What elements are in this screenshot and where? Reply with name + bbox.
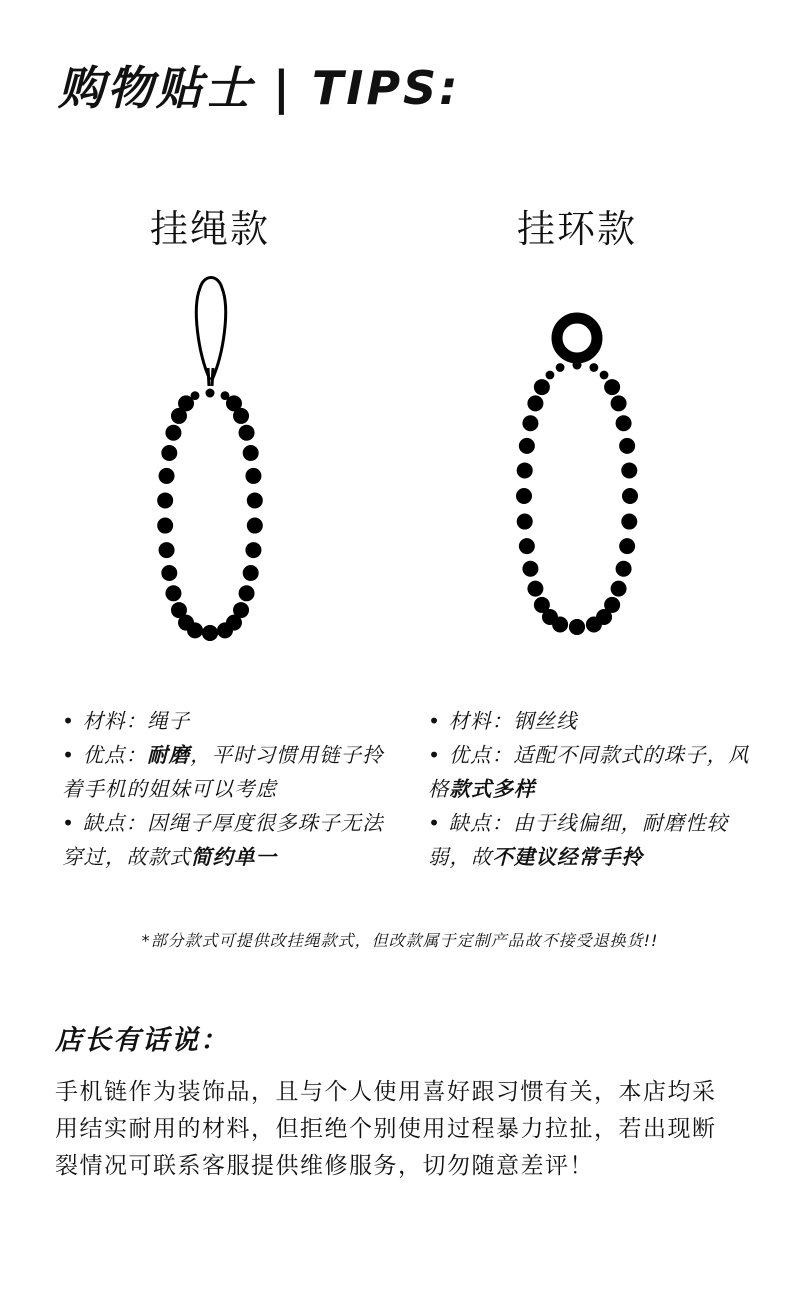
- bead: [247, 518, 263, 534]
- bead: [527, 581, 543, 597]
- ring-style-title: 挂环款: [516, 207, 637, 251]
- bead: [239, 425, 255, 441]
- bead: [516, 488, 532, 504]
- bead: [217, 622, 233, 638]
- bead: [245, 542, 261, 558]
- footnote: *部分款式可提供改挂绳款式，但改款属于定制产品故不接受退换货!!: [141, 931, 659, 950]
- cord-cons: • 缺点：因绳子厚度很多珠子无法穿过，故款式简约单一: [62, 811, 384, 869]
- bead: [619, 438, 635, 454]
- ring-style-notes: [428, 704, 758, 874]
- bead: [622, 488, 638, 504]
- ring-strap-icon: [505, 305, 655, 645]
- bead: [616, 561, 632, 577]
- cord-style-title: 挂绳款: [149, 207, 270, 251]
- bead: [556, 363, 565, 372]
- bead: [187, 622, 203, 638]
- bead: [157, 518, 173, 534]
- bead: [611, 395, 627, 411]
- bead: [522, 415, 538, 431]
- owner-note-heading: 店长有话说：: [55, 1025, 229, 1056]
- bead: [619, 538, 635, 554]
- bead: [165, 585, 181, 601]
- bead: [604, 379, 620, 395]
- cord-material: • 材料：绳子: [62, 709, 191, 733]
- bead: [600, 371, 609, 380]
- bead: [171, 408, 187, 424]
- page-title: 购物贴士 | TIPS:: [58, 61, 461, 115]
- ring-pros: • 优点：适配不同款式的珠子，风格款式多样: [428, 743, 750, 801]
- bead: [569, 619, 585, 635]
- bead: [573, 361, 582, 370]
- bead: [621, 462, 637, 478]
- bead: [616, 415, 632, 431]
- bead: [206, 389, 215, 398]
- bead: [161, 445, 177, 461]
- bead: [586, 616, 602, 632]
- owner-note-body: 手机链作为装饰品，且与个人使用喜好跟习惯有关，本店均采用结实耐用的材料，但拒绝个别使用过程暴力拉扯，若出现断裂情况可联系客服提供维修服务，切勿随意差评！: [55, 1079, 717, 1179]
- bead: [202, 625, 218, 641]
- ring-material: • 材料：钢丝线: [428, 709, 578, 733]
- bead: [239, 585, 255, 601]
- bead: [517, 514, 533, 530]
- bead: [159, 542, 175, 558]
- bead: [159, 468, 175, 484]
- bead: [165, 425, 181, 441]
- bead: [243, 565, 259, 581]
- cord-strap-icon: [140, 268, 280, 653]
- bead: [245, 468, 261, 484]
- bead: [243, 445, 259, 461]
- bead: [534, 379, 550, 395]
- bead: [247, 492, 263, 508]
- bead: [621, 514, 637, 530]
- bead: [519, 538, 535, 554]
- ring-cons: • 缺点：由于线偏细，耐磨性较弱，故不建议经常手拎: [428, 811, 729, 869]
- cord-pros: • 优点：耐磨，平时习惯用链子拎着手机的姐妹可以考虑: [62, 743, 384, 801]
- bead: [161, 565, 177, 581]
- bead: [517, 462, 533, 478]
- bead: [546, 371, 555, 380]
- bead: [552, 616, 568, 632]
- bead: [157, 492, 173, 508]
- bead: [527, 395, 543, 411]
- cord-style-notes: [62, 704, 392, 874]
- bead: [589, 363, 598, 372]
- bead: [233, 408, 249, 424]
- bead: [611, 581, 627, 597]
- bead: [522, 561, 538, 577]
- bead: [519, 438, 535, 454]
